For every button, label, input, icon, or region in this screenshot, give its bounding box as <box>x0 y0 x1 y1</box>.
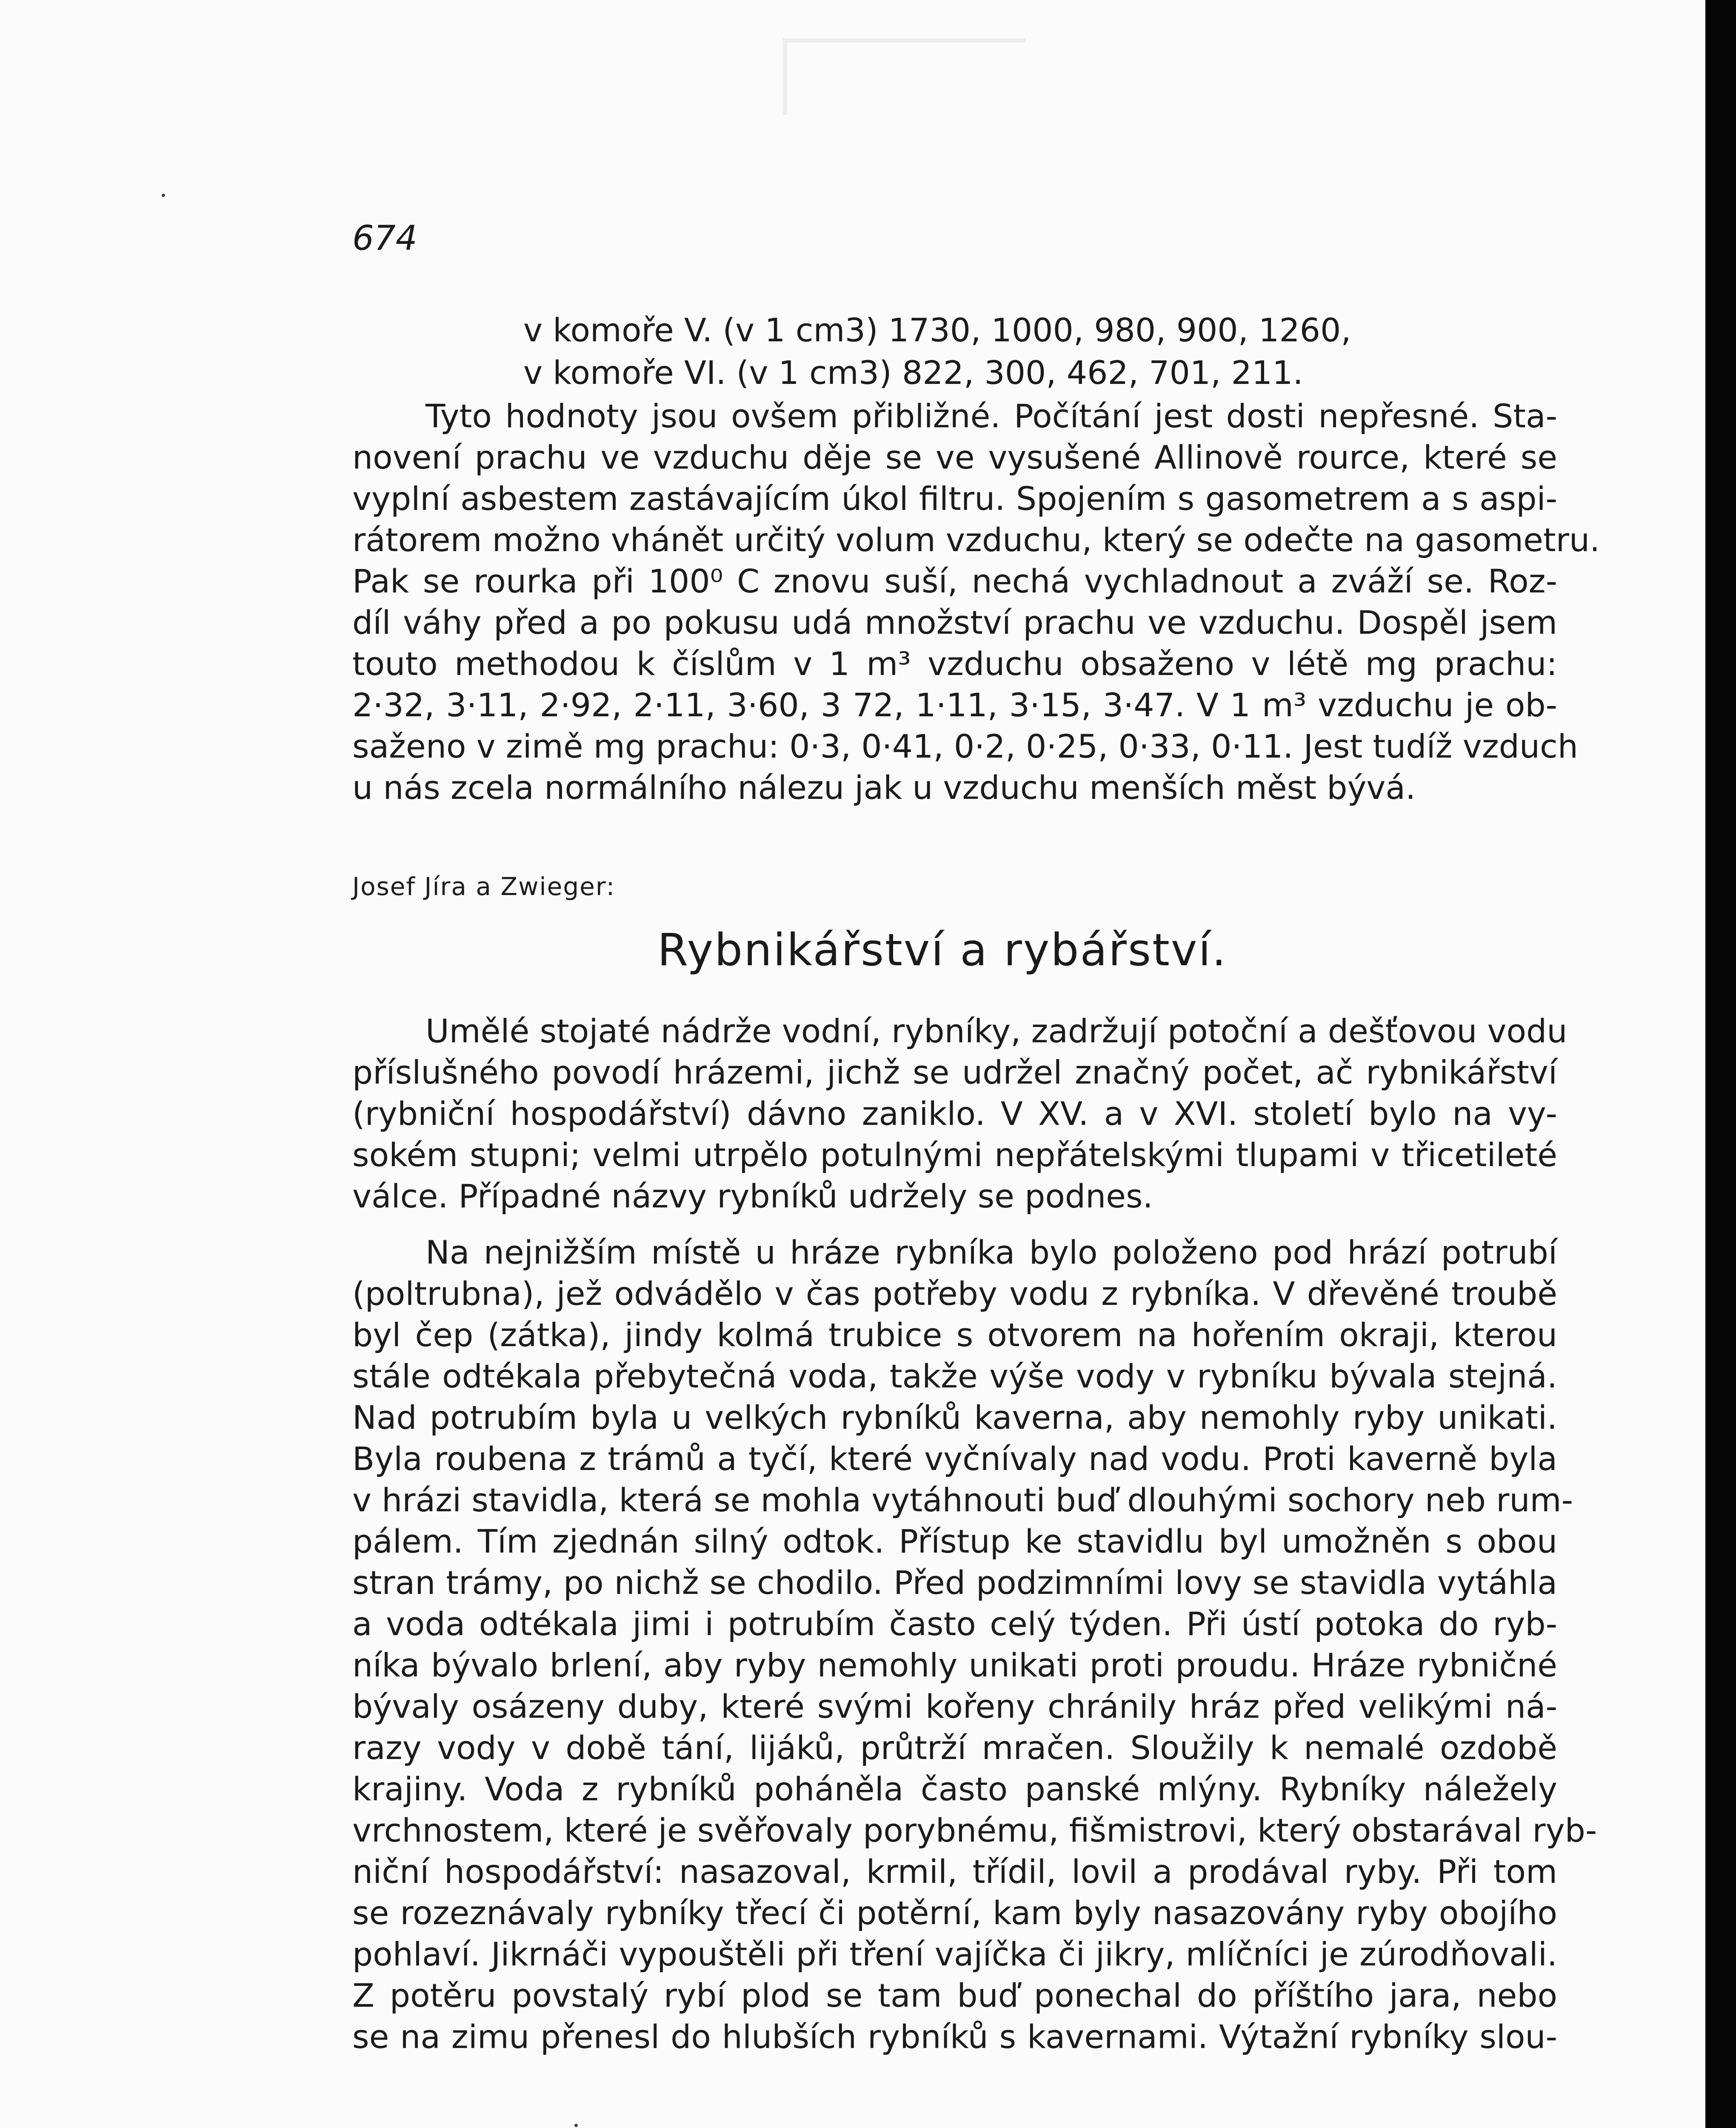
text-line: rátorem možno vhánět určitý volum vzduchu, který se odečte na gasometru. <box>352 521 1600 559</box>
page-edge-shadow <box>1705 0 1736 2128</box>
text-line: v hrázi stavidla, která se mohla vytáhnouti buď dlouhými sochory neb rum- <box>352 1481 1573 1519</box>
text-line: Byla roubena z trámů a tyčí, které vyčnívaly nad vodu. Proti kaverně byla <box>352 1440 1557 1478</box>
text-line: se rozeznávaly rybníky třecí či potěrní, kam byly nasazovány ryby obojího <box>352 1894 1557 1932</box>
text-line: saženo v zimě mg prachu: 0·3, 0·41, 0·2, 0·25, 0·33, 0·11. Jest tudíž vzduch <box>352 727 1578 765</box>
text-line: bývaly osázeny duby, které svými kořeny chránily hráz před velikými ná- <box>352 1688 1557 1725</box>
text-line: a voda odtékala jimi i potrubím často celý týden. Při ústí potoka do ryb- <box>352 1605 1557 1643</box>
text-line: touto methodou k číslům v 1 m³ vzduchu obsaženo v létě mg prachu: <box>352 645 1557 683</box>
text-line: 2·32, 3·11, 2·92, 2·11, 3·60, 3 72, 1·11, 3·15, 3·47. V 1 m³ vzduchu je ob- <box>352 686 1557 724</box>
text-line: pohlaví. Jikrnáči vypouštěli při tření vajíčka či jikry, mlíčníci je zúrodňovali. <box>352 1935 1557 1973</box>
text-line: níka bývalo brlení, aby ryby nemohly unikati proti proudu. Hráze rybničné <box>352 1646 1557 1684</box>
text-line: pálem. Tím zjednán silný odtok. Přístup ke stavidlu byl umožněn s obou <box>352 1522 1557 1560</box>
text-line: vyplní asbestem zastávajícím úkol filtru. Spojením s gasometrem a s aspi- <box>352 480 1557 518</box>
text-line: (rybniční hospodářství) dávno zaniklo. V XV. a v XVI. století bylo na vy- <box>352 1095 1557 1133</box>
dust-speck <box>162 194 165 197</box>
text-line: novení prachu ve vzduchu děje se ve vysušené Allinově rource, které se <box>352 438 1557 476</box>
text-line: sokém stupni; velmi utrpělo potulnými nepřátelskými tlupami v třicetileté <box>352 1136 1557 1174</box>
text-line: Tyto hodnoty jsou ovšem přibližné. Počítání jest dosti nepřesné. Sta- <box>425 397 1557 435</box>
text-line: Nad potrubím byla u velkých rybníků kaverna, aby nemohly ryby unikati. <box>352 1399 1557 1436</box>
text-line: příslušného povodí hrázemi, jichž se udržel značný počet, ač rybnikářství <box>352 1053 1557 1091</box>
text-line: Umělé stojaté nádrže vodní, rybníky, zadržují potoční a dešťovou vodu <box>425 1012 1568 1050</box>
text-line: válce. Případné názvy rybníků udržely se podnes. <box>352 1177 1153 1215</box>
text-line: krajiny. Voda z rybníků poháněla často panské mlýny. Rybníky náležely <box>352 1770 1557 1808</box>
text-line: u nás zcela normálního nálezu jak u vzduchu menších měst bývá. <box>352 769 1416 807</box>
article-byline: Josef Jíra a Zwieger: <box>352 872 616 901</box>
dust-speck <box>574 2124 578 2127</box>
text-line: stále odtékala přebytečná voda, takže výše vody v rybníku bývala stejná. <box>352 1357 1557 1395</box>
data-line: v komoře VI. (v 1 cm3) 822, 300, 462, 701, 211. <box>523 354 1303 392</box>
text-line: stran trámy, po nichž se chodilo. Před podzimními lovy se stavidla vytáhla <box>352 1564 1557 1602</box>
text-line: Na nejnižším místě u hráze rybníka bylo položeno pod hrází potrubí <box>425 1233 1557 1271</box>
text-line: byl čep (zátka), jindy kolmá trubice s otvorem na hořením okraji, kterou <box>352 1316 1557 1354</box>
text-line: díl váhy před a po pokusu udá množství prachu ve vzduchu. Dospěl jsem <box>352 604 1557 641</box>
data-line: v komoře V. (v 1 cm3) 1730, 1000, 980, 900, 1260, <box>523 311 1351 349</box>
bleed-through-mark <box>783 38 1025 115</box>
text-line: se na zimu přenesl do hlubších rybníků s kavernami. Výtažní rybníky slou- <box>352 2018 1557 2056</box>
text-line: Z potěru povstalý rybí plod se tam buď ponechal do příštího jara, nebo <box>352 1976 1557 2014</box>
text-line: Pak se rourka při 100⁰ C znovu suší, nechá vychladnout a zváží se. Roz- <box>352 562 1557 600</box>
article-title: Rybnikářství a rybářství. <box>657 924 1228 976</box>
text-line: niční hospodářství: nasazoval, krmil, třídil, lovil a prodával ryby. Při tom <box>352 1853 1557 1891</box>
text-line: razy vody v době tání, lijáků, průtrží mračen. Sloužily k nemalé ozdobě <box>352 1729 1557 1767</box>
text-line: vrchnostem, které je svěřovaly porybnému, fišmistrovi, který obstarával ryb- <box>352 1811 1597 1849</box>
page-number: 674 <box>352 218 417 258</box>
text-line: (poltrubna), jež odvádělo v čas potřeby vodu z rybníka. V dřevěné troubě <box>352 1275 1557 1313</box>
